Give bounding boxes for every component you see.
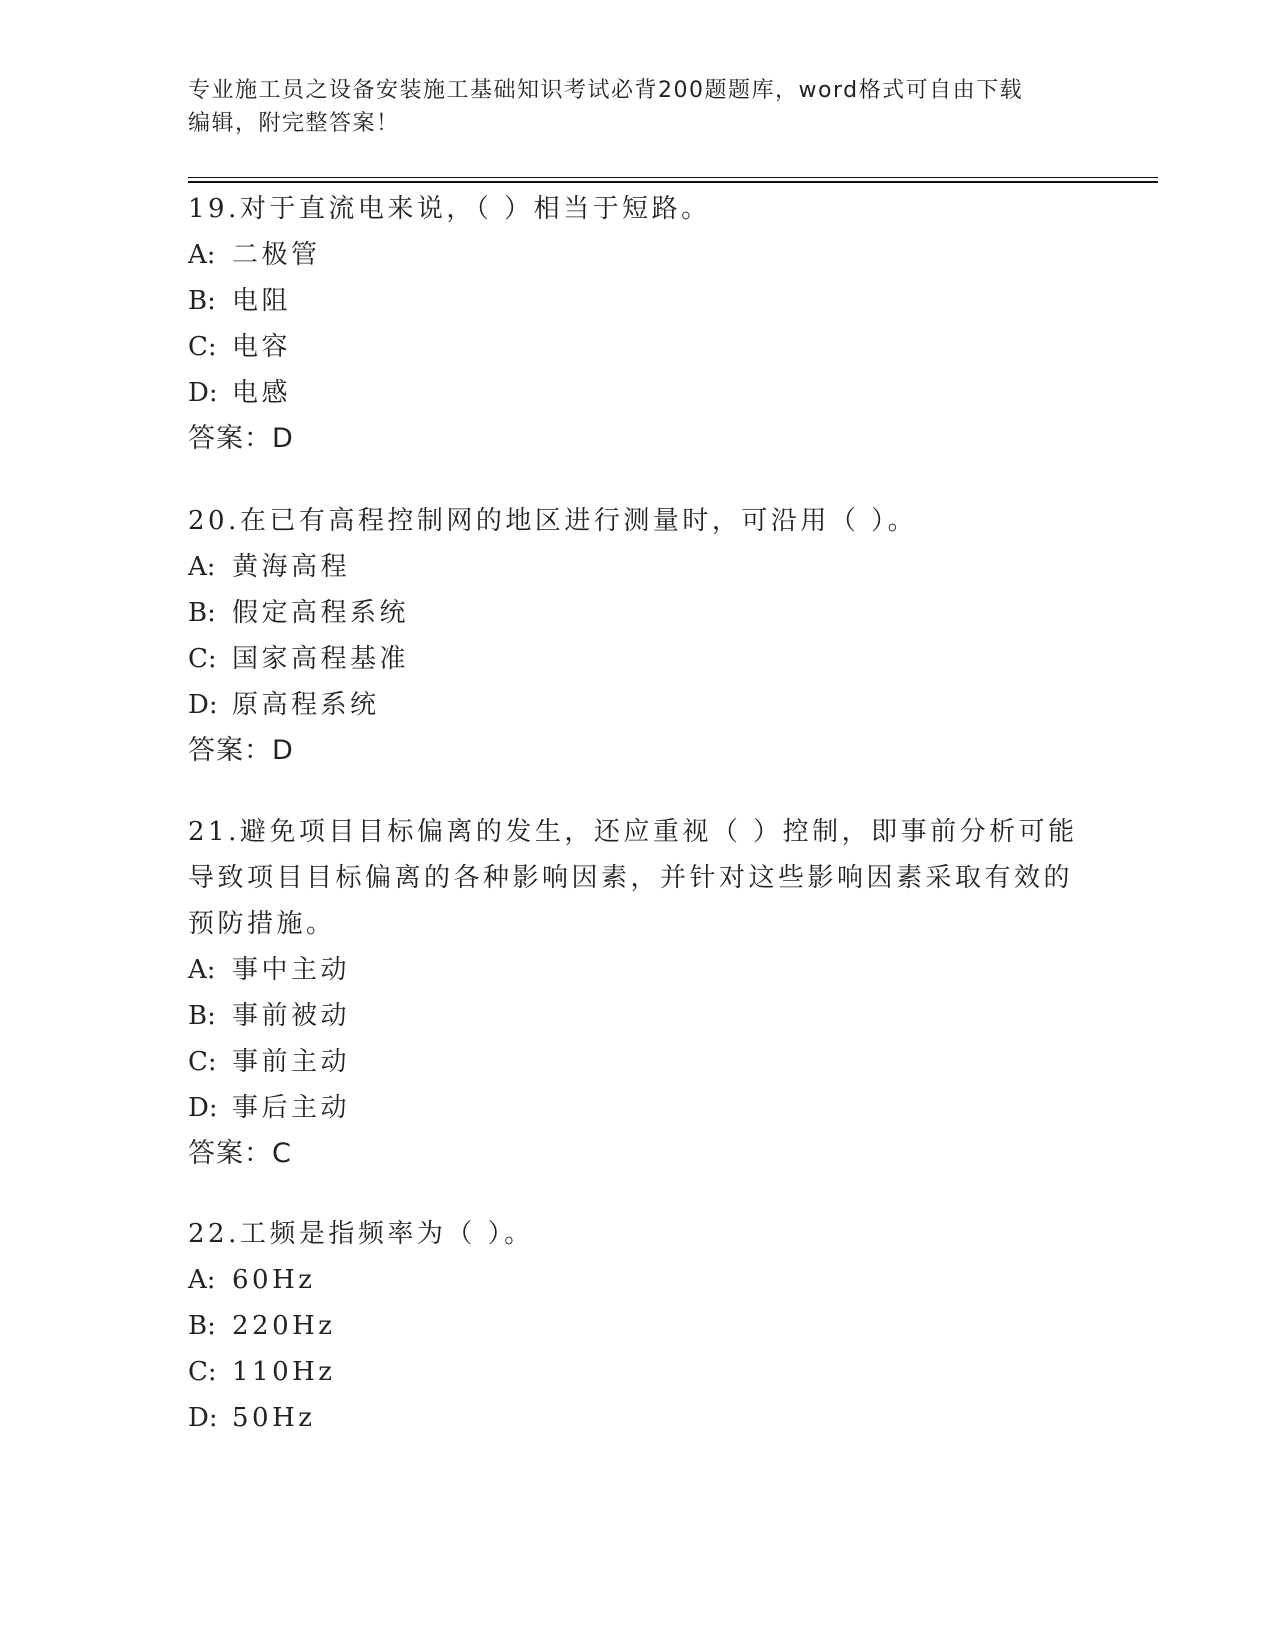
option-label: B: — [188, 1311, 216, 1341]
question-title: 19.对于直流电来说，（ ）相当于短路。 — [188, 194, 711, 224]
document-header — [188, 74, 1078, 140]
option-label: B: — [188, 1001, 216, 1031]
option-text: 原高程系统 — [232, 690, 380, 720]
option-b — [188, 993, 1078, 1039]
option-label: A: — [188, 240, 216, 270]
option-label: A: — [188, 955, 216, 985]
header-divider-thin — [188, 177, 1158, 178]
option-text: 事后主动 — [232, 1093, 351, 1123]
option-text: 事前被动 — [232, 1001, 351, 1031]
option-text: 110Hz — [232, 1357, 336, 1387]
option-a — [188, 232, 1078, 278]
option-label: A: — [188, 552, 216, 582]
question-title: 22.工频是指频率为（ ）。 — [188, 1219, 534, 1249]
header-divider-thick — [188, 181, 1158, 183]
option-c — [188, 1349, 1078, 1395]
option-text: 电容 — [232, 332, 292, 362]
option-d — [188, 1395, 1078, 1441]
option-text: 50Hz — [232, 1403, 316, 1433]
option-text: 假定高程系统 — [232, 598, 410, 628]
question-20 — [188, 498, 1078, 774]
question-title: 21.避免项目目标偏离的发生，还应重视（ ）控制，即事前分析可能导致项目目标偏离的各种影响因素，并针对这些影响因素采取有效的预防措施。 — [188, 817, 1078, 939]
option-text: 60Hz — [232, 1265, 316, 1295]
option-b — [188, 590, 1078, 636]
option-d — [188, 370, 1078, 416]
option-text: 国家高程基准 — [232, 644, 410, 674]
option-a — [188, 1257, 1078, 1303]
answer-line: 答案：D — [188, 423, 294, 454]
option-c — [188, 1039, 1078, 1085]
question-22 — [188, 1211, 1078, 1441]
option-d — [188, 682, 1078, 728]
header-title-line-2: 编辑，附完整答案！ — [188, 111, 400, 136]
option-a — [188, 947, 1078, 993]
option-label: C: — [188, 332, 217, 362]
option-label: A: — [188, 1265, 216, 1295]
option-label: D: — [188, 1403, 218, 1433]
answer-line: 答案：C — [188, 1138, 292, 1169]
option-label: D: — [188, 1093, 218, 1123]
question-21 — [188, 809, 1078, 1177]
option-text: 黄海高程 — [232, 552, 351, 582]
option-c — [188, 324, 1078, 370]
question-19 — [188, 186, 1078, 462]
option-b — [188, 1303, 1078, 1349]
option-label: B: — [188, 598, 216, 628]
answer-line: 答案：D — [188, 735, 294, 766]
option-text: 电阻 — [232, 286, 292, 316]
option-label: C: — [188, 644, 217, 674]
option-text: 电感 — [232, 378, 292, 408]
header-title-line-1: 专业施工员之设备安装施工基础知识考试必背200题题库，word格式可自由下载 — [188, 78, 1024, 103]
option-a — [188, 544, 1078, 590]
option-d — [188, 1085, 1078, 1131]
option-label: D: — [188, 378, 218, 408]
option-label: B: — [188, 286, 216, 316]
option-b — [188, 278, 1078, 324]
option-text: 事中主动 — [232, 955, 351, 985]
option-label: C: — [188, 1357, 217, 1387]
option-label: C: — [188, 1047, 217, 1077]
option-text: 二极管 — [232, 240, 321, 270]
option-label: D: — [188, 690, 218, 720]
question-title: 20.在已有高程控制网的地区进行测量时，可沿用（ ）。 — [188, 506, 918, 536]
option-c — [188, 636, 1078, 682]
option-text: 事前主动 — [232, 1047, 351, 1077]
option-text: 220Hz — [232, 1311, 336, 1341]
